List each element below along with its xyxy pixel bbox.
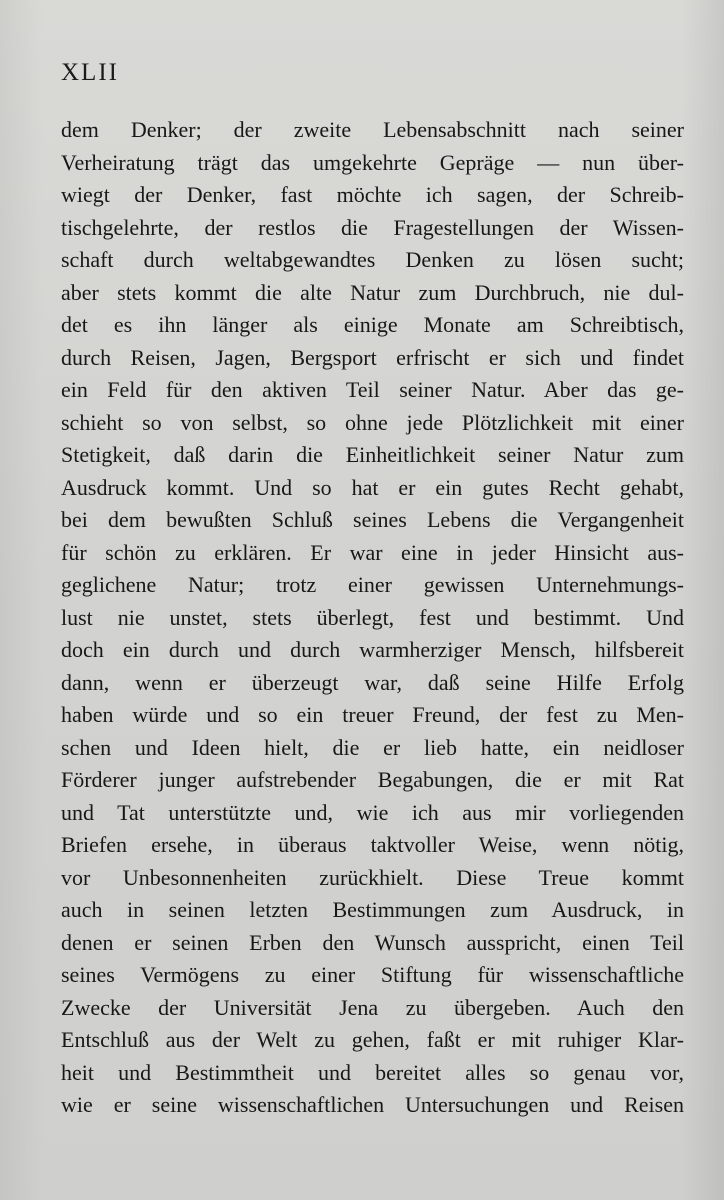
text-line: tischgelehrte, der restlos die Fragestellungen der Wissen- bbox=[61, 214, 684, 240]
text-line: bei dem bewußten Schluß seines Lebens die Vergangenheit bbox=[61, 507, 684, 532]
text-line: schen und Ideen hielt, die er lieb hatte, ein neidloser bbox=[61, 734, 684, 760]
text-line: det es ihn länger als einige Monate am Schreibtisch, bbox=[61, 312, 684, 337]
text-line: auch in seinen letzten Bestimmungen zum Ausdruck, in bbox=[61, 897, 684, 922]
text-line: Entschluß aus der Welt zu gehen, faßt er mit ruhiger Klar- bbox=[61, 1027, 684, 1052]
text-line: dem Denker; der zweite Lebensabschnitt nach seiner bbox=[61, 117, 684, 142]
text-line: dann, wenn er überzeugt war, daß seine Hilfe Erfolg bbox=[61, 669, 684, 695]
text-line: wiegt der Denker, fast möchte ich sagen, der Schreib- bbox=[61, 182, 684, 207]
text-line: und Tat unterstützte und, wie ich aus mir vorliegenden bbox=[61, 799, 684, 825]
text-line: Verheiratung trägt das umgekehrte Gepräge — nun über- bbox=[61, 149, 684, 175]
text-line: schaft durch weltabgewandtes Denken zu lösen sucht; bbox=[61, 247, 684, 272]
text-line: seines Vermögens zu einer Stiftung für wissenschaftliche bbox=[61, 962, 684, 987]
text-line: doch ein durch und durch warmherziger Mensch, hilfsbereit bbox=[61, 637, 684, 662]
text-line: durch Reisen, Jagen, Bergsport erfrischt er sich und findet bbox=[61, 344, 684, 370]
text-line: Zwecke der Universität Jena zu übergeben. Auch den bbox=[61, 994, 684, 1020]
text-line: denen er seinen Erben den Wunsch ausspricht, einen Teil bbox=[61, 929, 684, 955]
text-line: Ausdruck kommt. Und so hat er ein gutes Recht gehabt, bbox=[61, 474, 684, 500]
page-number: XLII bbox=[61, 59, 119, 86]
text-line: für schön zu erklären. Er war eine in jeder Hinsicht aus- bbox=[61, 539, 684, 565]
body-text bbox=[61, 114, 684, 1122]
text-line: haben würde und so ein treuer Freund, der fest zu Men- bbox=[61, 702, 684, 727]
text-line: Förderer junger aufstrebender Begabungen, die er mit Rat bbox=[61, 767, 684, 792]
text-line: heit und Bestimmtheit und bereitet alles so genau vor, bbox=[61, 1059, 684, 1085]
text-line: Briefen ersehe, in überaus taktvoller Weise, wenn nötig, bbox=[61, 832, 684, 857]
text-line: lust nie unstet, stets überlegt, fest und bestimmt. Und bbox=[61, 604, 684, 630]
text-line: geglichene Natur; trotz einer gewissen Unternehmungs- bbox=[61, 572, 684, 597]
text-line: vor Unbesonnenheiten zurückhielt. Diese Treue kommt bbox=[61, 864, 684, 890]
text-line: ein Feld für den aktiven Teil seiner Natur. Aber das ge- bbox=[61, 377, 684, 402]
text-line: Stetigkeit, daß darin die Einheitlichkeit seiner Natur zum bbox=[61, 442, 684, 467]
text-line: aber stets kommt die alte Natur zum Durchbruch, nie dul- bbox=[61, 279, 684, 305]
text-line: wie er seine wissenschaftlichen Untersuchungen und Reisen bbox=[61, 1092, 684, 1117]
text-line: schieht so von selbst, so ohne jede Plötzlichkeit mit einer bbox=[61, 409, 684, 435]
